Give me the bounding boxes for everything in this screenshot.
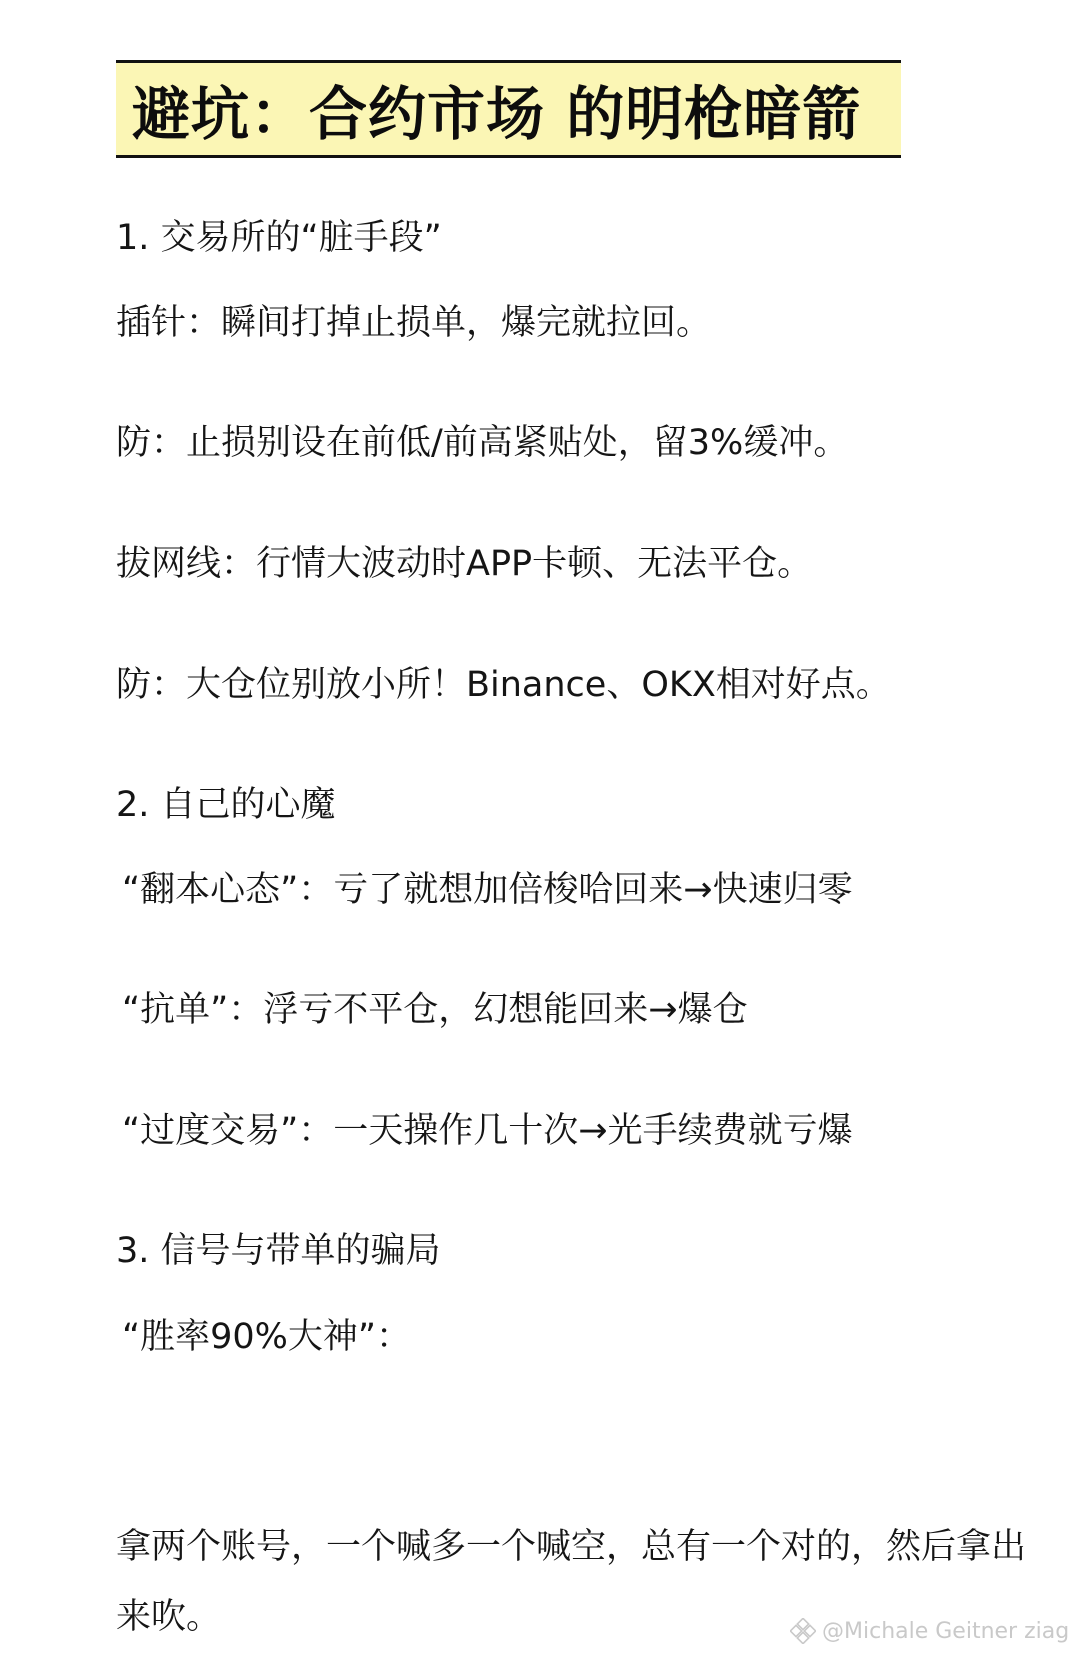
section-1-line-1: 插针：瞬间打掉止损单，爆完就拉回。 xyxy=(116,303,712,343)
watermark xyxy=(790,1618,1069,1644)
section-1-heading: 1. 交易所的“脏手段” xyxy=(116,218,442,258)
page-title: 避坑：合约市场 的明枪暗箭 xyxy=(132,80,862,148)
watermark-text: @Michale Geitner ziag xyxy=(822,1618,1070,1644)
section-2-line-2: “抗单”：浮亏不平仓，幻想能回来→爆仓 xyxy=(122,990,748,1030)
section-3-line-1: “胜率90%大神”： xyxy=(122,1317,412,1357)
section-3-paragraph: 拿两个账号，一个喊多一个喊空，总有一个对的，然后拿出来吹。 xyxy=(116,1527,1027,1637)
section-3-heading: 3. 信号与带单的骗局 xyxy=(116,1231,441,1271)
binance-logo-icon xyxy=(790,1618,816,1644)
section-2-line-3: “过度交易”：一天操作几十次→光手续费就亏爆 xyxy=(122,1111,853,1151)
section-2-heading: 2. 自己的心魔 xyxy=(116,785,336,825)
section-1-line-2: 防：止损别设在前低/前高紧贴处，留3%缓冲。 xyxy=(116,423,849,463)
section-1-line-4: 防：大仓位别放小所！Binance、OKX相对好点。 xyxy=(116,665,891,705)
section-2-line-1: “翻本心态”：亏了就想加倍梭哈回来→快速归零 xyxy=(122,870,853,910)
section-1-line-3: 拔网线：行情大波动时APP卡顿、无法平仓。 xyxy=(116,544,813,584)
title-banner xyxy=(116,60,901,158)
